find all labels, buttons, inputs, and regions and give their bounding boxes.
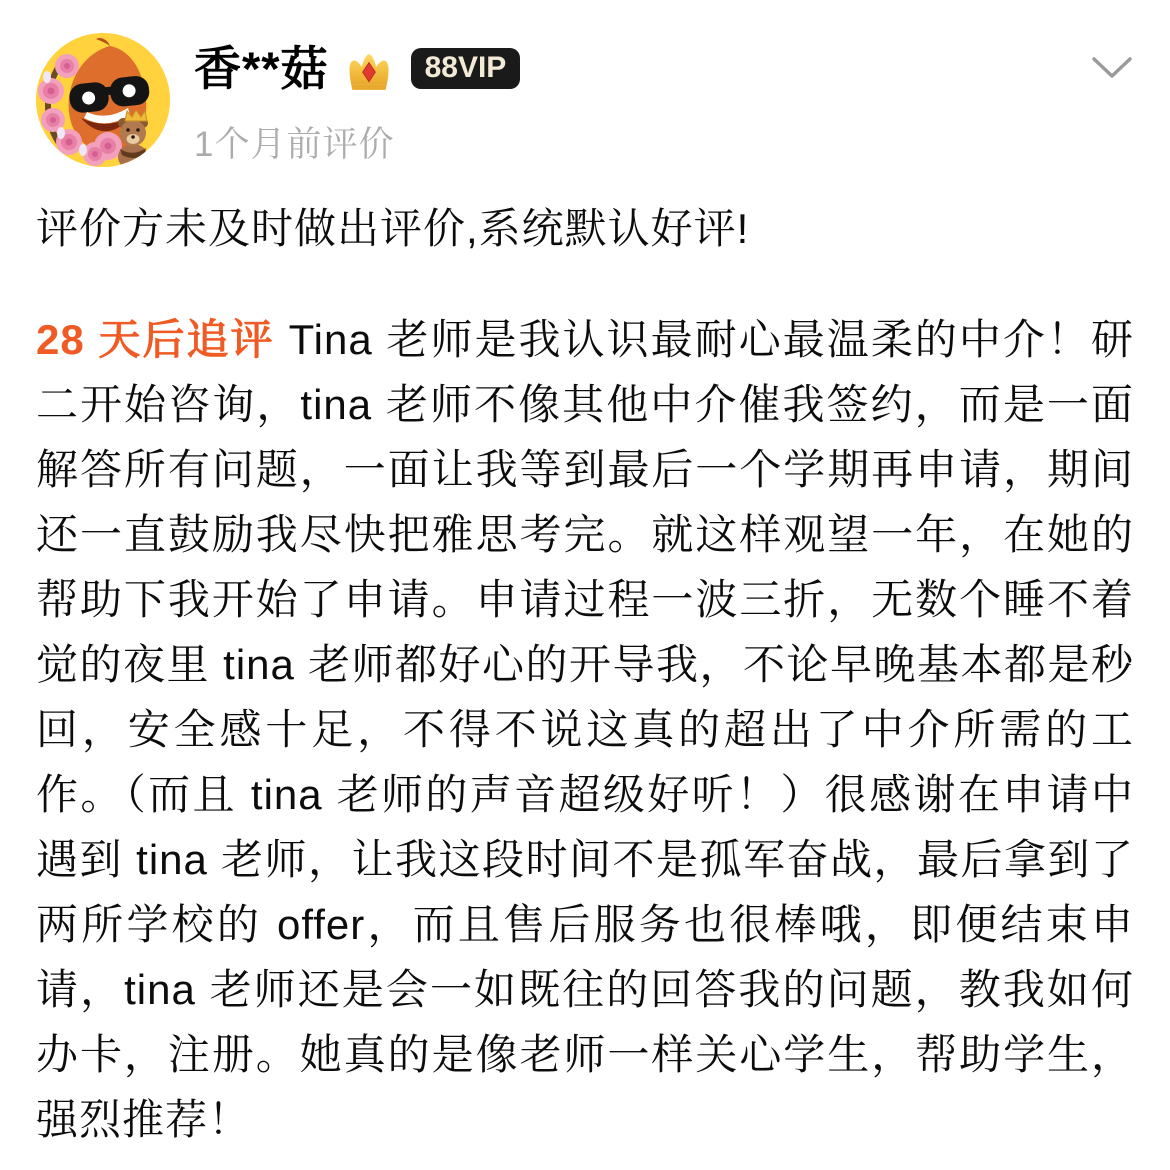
review-header bbox=[36, 33, 1134, 167]
followup-text: Tina 老师是我认识最耐心最温柔的中介！研二开始咨询，tina 老师不像其他中介催我签约，而是一面解答所有问题，一面让我等到最后一个学期再申请，期间还一直鼓励我尽快把雅思考完。就这样观望一年，在她的帮助下我开始了申请。申请过程一波三折，无数个睡不着觉的夜里 tina 老师都好心的开导我，不论早晚基本都是秒回，安全感十足，不得不说这真的超出了中介所需的工作。（而且 tina 老师的声音超级好听！）很感谢在申请中遇到 tina 老师，让我这段时间不是孤军奋战，最后拿到了两所学校的 offer，而且售后服务也很棒哦，即便结束申请，tina 老师还是会一如既往的回答我的问题，教我如何办卡，注册。她真的是像老师一样关心学生，帮助学生，强烈推荐！ bbox=[36, 316, 1134, 1143]
followup-label: 28 天后追评 bbox=[36, 316, 275, 363]
crown-icon bbox=[345, 47, 393, 91]
followup-review bbox=[36, 307, 1134, 1152]
chevron-down-icon bbox=[1090, 55, 1134, 81]
collapse-review-button[interactable] bbox=[1088, 48, 1136, 88]
header-info bbox=[194, 33, 520, 167]
username: 香**菇 bbox=[194, 42, 329, 95]
default-review-note: 评价方未及时做出评价,系统默认好评! bbox=[36, 205, 750, 252]
teddy-bear bbox=[118, 110, 148, 167]
review-time: 1个月前评价 bbox=[194, 124, 395, 164]
avatar-image bbox=[36, 33, 170, 167]
vip-badge: 88VIP bbox=[411, 48, 521, 89]
avatar bbox=[36, 33, 170, 167]
